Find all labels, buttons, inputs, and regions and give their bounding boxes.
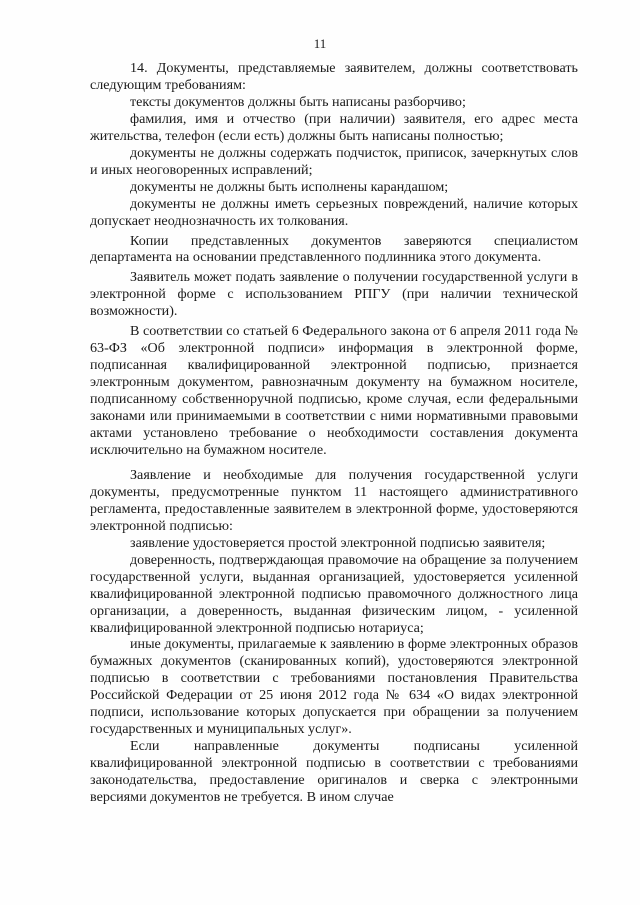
paragraph-simple-signature: заявление удостоверяется простой электронной подписью заявителя; — [130, 534, 546, 551]
paragraph-requirement-full-name: фамилия, имя и отчество (при наличии) заявителя, его адрес места жительства, телефон (если есть) должны быть написаны полностью; — [90, 110, 578, 144]
paragraph-power-of-attorney: доверенность, подтверждающая правомочие на обращение за получением государственной услуги, выданная организацией, удостоверяется усиленной квалифицированной электронной подписью правомочного должностного лица организации, а доверенность, выданная физическим лицом, - усиленной квалифицированной электронной подписью нотариуса; — [90, 551, 578, 636]
paragraph-requirement-no-pencil: документы не должны быть исполнены карандашом; — [130, 178, 449, 195]
document-body — [90, 60, 578, 806]
paragraph-requirement-no-erasures: документы не должны содержать подчисток, приписок, зачеркнутых слов и иных неоговоренных исправлений; — [90, 144, 578, 178]
paragraph-requirement-no-damage: документы не должны иметь серьезных повреждений, наличие которых допускает неоднозначность их толкования. — [90, 195, 578, 229]
page-number: 11 — [313, 36, 327, 51]
paragraph-item-14: 14. Документы, представляемые заявителем, должны соответствовать следующим требованиям: — [90, 60, 578, 93]
paragraph-electronic-application: Заявитель может подать заявление о получении государственной услуги в электронной форме с использованием РПГУ (при наличии технической возможности). — [90, 269, 578, 320]
paragraph-electronic-signature: Заявление и необходимые для получения государственной услуги документы, предусмотренные пунктом 11 настоящего административного регламента, предоставленные заявителем в электронной форме, удостоверяются электронной подписью: — [90, 466, 578, 534]
paragraph-other-documents: иные документы, прилагаемые к заявлению в форме электронных образов бумажных документов (сканированных копий), удостоверяются электронной подписью в соответствии с требованиями постановления Правительства Российской Федерации от 25 июня 2012 года № 634 «О видах электронной подписи, использование которых допускается при обращении за получением государственных и муниципальных услуг». — [90, 636, 578, 738]
paragraph-requirement-legible: тексты документов должны быть написаны разборчиво; — [130, 93, 466, 110]
paragraph-copies-certified: Копии представленных документов заверяются специалистом департамента на основании представленного подлинника этого документа. — [90, 232, 578, 266]
paragraph-qualified-signature: Если направленные документы подписаны усиленной квалифицированной электронной подписью в соответствии с требованиями законодательства, предоставление оригиналов и сверка с электронными версиями документов не требуется. В ином случае — [90, 738, 578, 806]
paragraph-federal-law-63: В соответствии со статьей 6 Федерального закона от 6 апреля 2011 года № 63-ФЗ «Об электронной подписи» информация в электронной форме, подписанная квалифицированной электронной подписью, признается электронным документом, равнозначным документу на бумажном носителе, подписанному собственноручной подписью, кроме случая, если федеральными законами или принимаемыми в соответствии с ними нормативными правовыми актами установлено требование о необходимости составления документа исключительно на бумажном носителе. — [90, 323, 578, 458]
